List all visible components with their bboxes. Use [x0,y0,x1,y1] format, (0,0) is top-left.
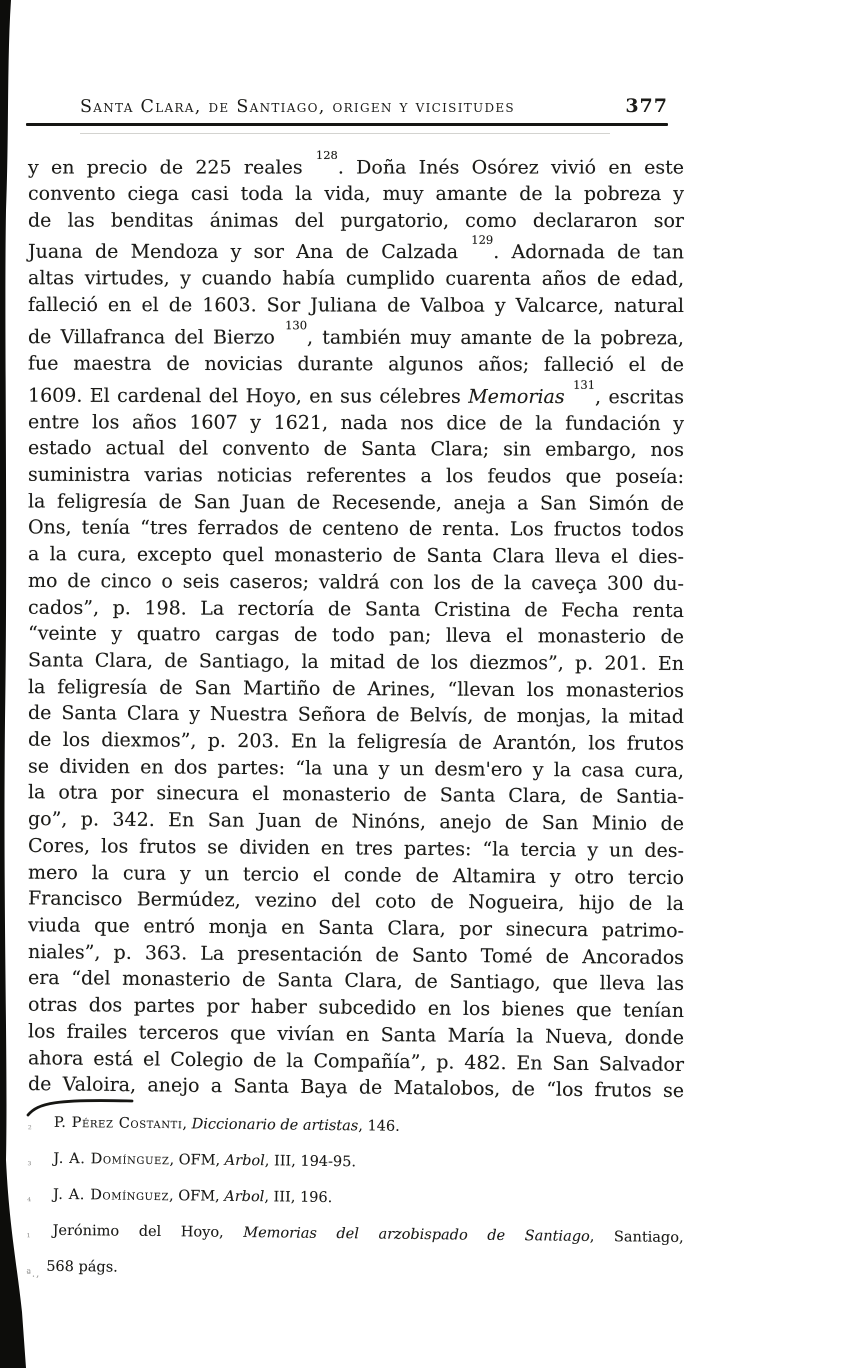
body-line: mo de cinco o seis caseros; valdrá con los de la caveça 300 du- [27,569,685,595]
footnote-text: J. A. Domínguez, OFM, Arbol, III, 194-95. [53,1150,357,1171]
body-line: suministra varias noticias referentes a los feudos que poseía: [27,463,685,489]
body-line: de Santa Clara y Nuestra Señora de Belvís, de monjas, la mitad [27,702,685,729]
body-line: estado actual del convento de Santa Clara; sin embargo, nos [27,437,685,462]
body-line: 1609. El cardenal del Hoyo, en sus célebres Memorias $^{131}$, escritas [27,377,685,408]
header-title: Santa Clara, de Santiago, origen y vicisitudes [80,97,515,117]
body-line: los frailes terceros que vivían en Santa María la Nueva, donde [27,1020,685,1049]
body-line: Francisco Bermúdez, vezino del coto de Nogueira, hijo de la [27,887,685,916]
footnote-text: 568 págs. [46,1258,118,1276]
body-line: Ons, tenía “tres ferrados de centeno de renta. Los fructos todos [27,516,685,542]
body-line: altas virtudes, y cuando había cumplido cuarenta años de edad, [27,267,685,291]
footnote-ref: 129 [471,233,494,248]
running-header [28,95,668,117]
body-line: y en precio de 225 reales $^{128}$. Doña Inés Osórez vivió en este [28,148,684,179]
body-line: Santa Clara, de Santiago, la mitad de los diezmos”, p. 201. En [27,649,685,675]
body-line: la feligresía de San Martiño de Arines, “llevan los monasterios [27,675,685,702]
body-line: Juana de Mendoza y sor Ana de Calzada $^{129}$. Adornada de tan [27,233,685,264]
header-rule [26,123,668,126]
body-line: viuda que entró monja en Santa Clara, por sinecura patrimo- [27,914,685,942]
page-number: 377 [625,95,668,117]
footnote-margin-fragment: ¹ [26,1232,32,1244]
footnote-ref: 131 [573,377,596,392]
body-line: go”, p. 342. En San Juan de Ninóns, anejo de San Minio de [27,808,685,836]
footnote-line [26,1253,683,1296]
body-line: cados”, p. 198. La rectoría de Santa Cristina de Fecha renta [27,596,685,622]
body-line: “veinte y quatro cargas de todo pan; lleva el monasterio de [27,622,685,649]
body-line: ahora está el Colegio de la Compañía”, p. 482. En San Salvador [27,1046,685,1076]
body-line: niales”, p. 363. La presentación de Santo Tomé de Ancorados [27,940,685,969]
footnote-text: J. A. Domínguez, OFM, Arbol, III, 196. [52,1186,333,1207]
body-line: falleció en el de 1603. Sor Juliana de Valboa y Valcarce, natural [27,294,685,318]
footnote-text: Jerónimo del Hoyo, Memorias del arzobispado de Santiago, Santiago, [52,1222,684,1246]
body-line: mero la cura y un tercio el conde de Altamira y otro tercio [27,861,685,889]
body-line: se dividen en dos partes: “la una y un desm'ero y la casa cura, [27,755,685,782]
body-line: convento ciega casi toda la vida, muy amante de la pobreza y [27,182,685,206]
footnote-margin-fragment: ² [27,1124,33,1136]
body-line: fue maestra de novicias durante algunos años; falleció el de [27,352,685,376]
body-line: la feligresía de San Juan de Recesende, aneja a San Simón de [27,490,685,515]
body-line: Cores, los frutos se dividen en tres partes: “la tercia y un des- [27,834,685,862]
body-line: de los diexmos”, p. 203. En la feligresía de Arantón, los frutos [27,728,685,756]
body-line: era “del monasterio de Santa Clara, de Santiago, que lleva las [27,967,685,996]
footnote-margin-fragment: ³ [27,1160,33,1172]
footnotes [26,1109,685,1296]
footnote-ref: 128 [315,148,338,162]
footnote-margin-fragment: ª., [26,1268,41,1280]
body-line: de Valoira, anejo a Santa Baya de Matalobos, de “los frutos se [27,1073,685,1103]
body-line: a la cura, excepto quel monasterio de Santa Clara lleva el dies- [27,543,685,569]
footnote-ref: 130 [285,318,308,333]
header-rule-ghost [80,133,610,134]
body-line: otras dos partes por haber subcedido en los bienes que tenían [27,993,685,1023]
footnote-text: P. Pérez Costanti, Diccionario de artistas, 146. [53,1114,400,1135]
body-line: entre los años 1607 y 1621, nada nos dice de la fundación y [27,410,685,435]
footnote-margin-fragment: ⁴ [26,1196,33,1208]
body-text [28,149,684,1105]
body-line: de Villafranca del Bierzo $^{130}$, también muy amante de la pobreza, [27,318,685,350]
body-line: de las benditas ánimas del purgatorio, como declararon sor [27,209,685,232]
body-line: la otra por sinecura el monasterio de Santa Clara, de Santia- [27,781,685,809]
